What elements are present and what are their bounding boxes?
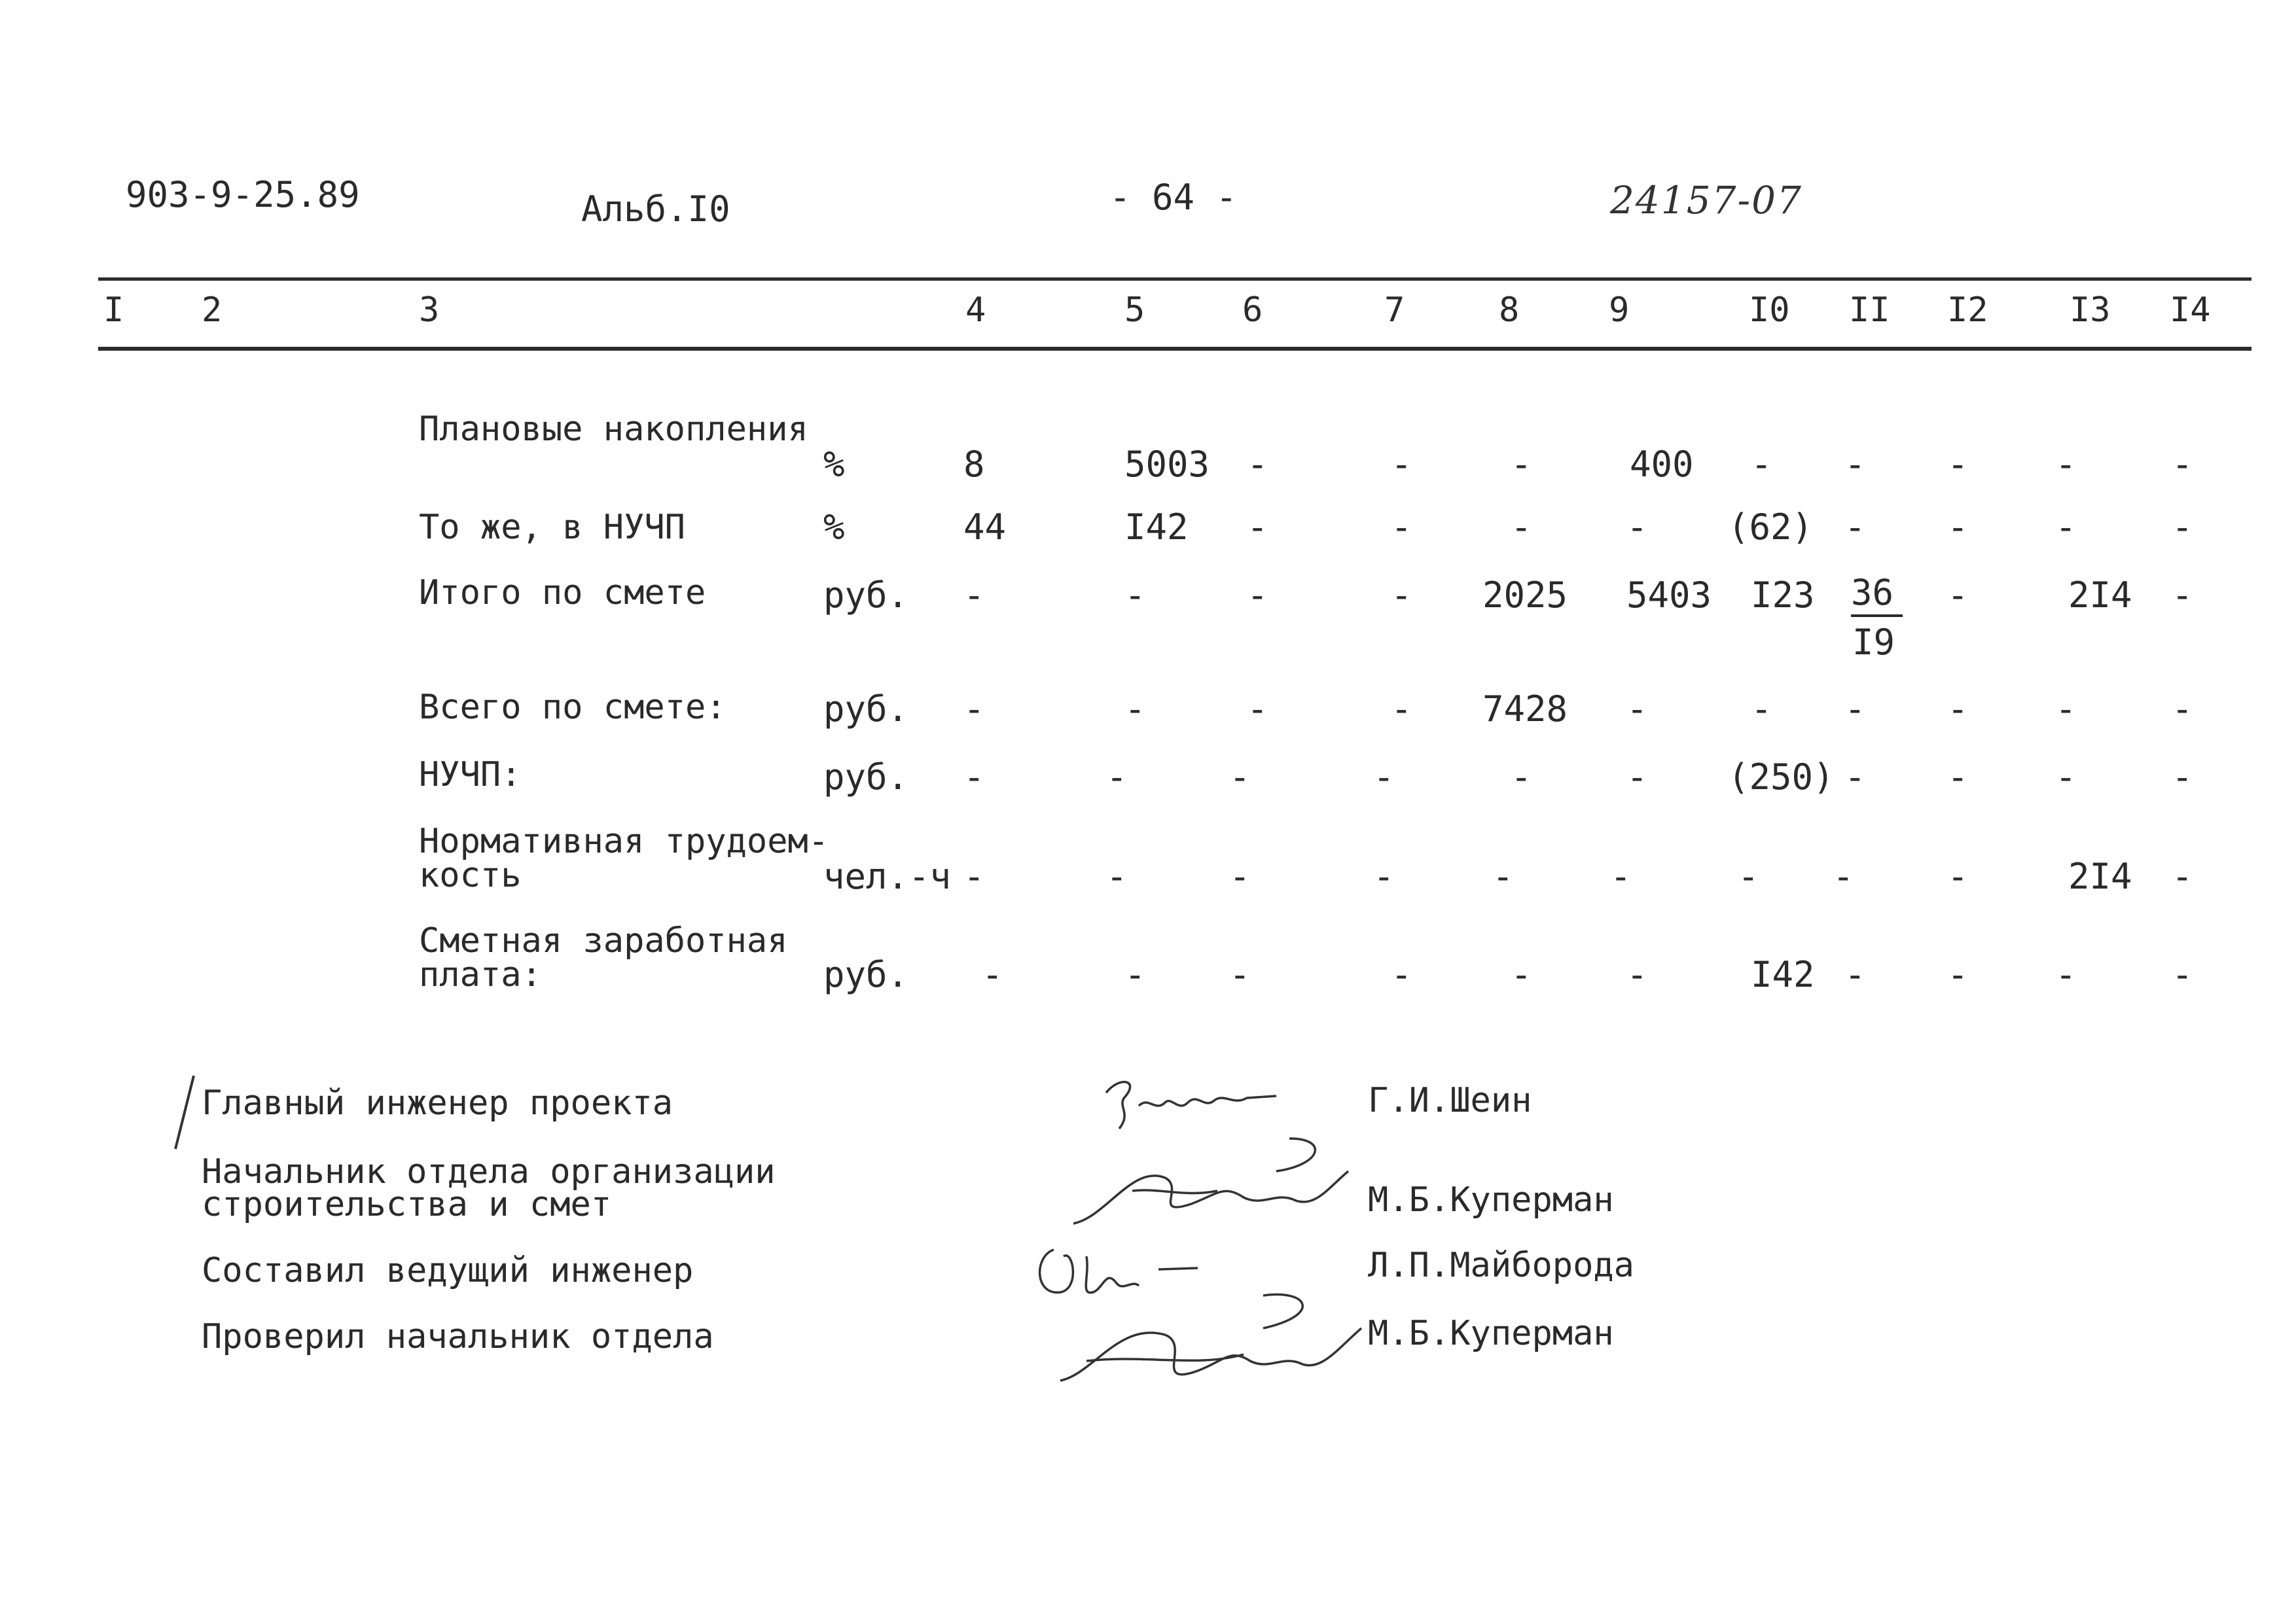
- cell-col7: -: [1373, 756, 1395, 798]
- handwritten-signature: [1054, 1125, 1368, 1239]
- cell-col14: -: [2172, 954, 2193, 995]
- inventory-number: 24157-07: [1610, 178, 1803, 222]
- signatory-name: Л.П.Майборода: [1368, 1246, 1634, 1285]
- cell-col4: -: [963, 756, 985, 798]
- cell-col4: -: [963, 574, 985, 616]
- signatory-title-continuation: строительства и смет: [202, 1185, 612, 1224]
- cell-col8: -: [1511, 444, 1532, 485]
- cell-col6: -: [1247, 574, 1268, 616]
- cell-col12: -: [1947, 756, 1969, 798]
- column-number: 2: [202, 291, 223, 330]
- cell-col9: 5403: [1626, 574, 1712, 616]
- cell-col4: 8: [963, 444, 985, 485]
- cell-col10: I42: [1751, 954, 1815, 995]
- cell-col10: -: [1751, 444, 1772, 485]
- row-unit: %: [823, 506, 845, 548]
- cell-col13: -: [2055, 954, 2077, 995]
- row-label: Итого по смете: [419, 573, 706, 612]
- cell-col14: -: [2172, 506, 2193, 548]
- album-number: Альб.I0: [581, 188, 730, 230]
- cell-col6: -: [1247, 688, 1268, 730]
- cell-col13: -: [2055, 688, 2077, 730]
- cell-col8: -: [1492, 856, 1514, 897]
- cell-col9: -: [1626, 688, 1648, 730]
- cell-col10: (250): [1728, 756, 1835, 798]
- column-number: II: [1849, 291, 1890, 330]
- row-label: Нормативная трудоем-: [419, 822, 829, 861]
- table-header-rule: [98, 347, 2251, 351]
- cell-col7: -: [1391, 506, 1412, 548]
- row-label: Плановые накопления: [419, 410, 808, 449]
- row-unit: руб.: [823, 688, 909, 730]
- cell-col12: -: [1947, 574, 1969, 616]
- cell-col8: -: [1511, 506, 1532, 548]
- column-number: 3: [419, 291, 440, 330]
- column-number: I0: [1749, 291, 1790, 330]
- cell-col10: -: [1751, 688, 1772, 730]
- row-label: Всего по смете:: [419, 688, 726, 727]
- cell-col5: -: [1124, 574, 1146, 616]
- cell-col7: -: [1391, 954, 1412, 995]
- hand-slash-mark: [171, 1073, 198, 1154]
- cell-col14: -: [2172, 444, 2193, 485]
- row-unit: руб.: [823, 954, 909, 995]
- cell-col11: -: [1844, 506, 1866, 548]
- cell-col12: -: [1947, 506, 1969, 548]
- cell-col5: I42: [1124, 506, 1189, 548]
- row-label-continuation: кость: [419, 856, 522, 895]
- cell-col5: -: [1124, 954, 1146, 995]
- cell-col5: 5003: [1124, 444, 1210, 485]
- cell-col6: -: [1247, 506, 1268, 548]
- signatory-title: Начальник отдела организации: [202, 1152, 776, 1192]
- signatory-name: Г.И.Шеин: [1368, 1081, 1532, 1120]
- cell-col7: -: [1373, 856, 1395, 897]
- cell-col10: -: [1738, 856, 1759, 897]
- cell-col5: -: [1106, 856, 1128, 897]
- cell-col12: -: [1947, 954, 1969, 995]
- column-number: I4: [2170, 291, 2211, 330]
- row-unit: чел.-ч: [823, 856, 952, 897]
- cell-col14: -: [2172, 756, 2193, 798]
- handwritten-signature: [1047, 1282, 1388, 1409]
- cell-col8: 7428: [1482, 688, 1568, 730]
- row-unit: руб.: [823, 574, 909, 616]
- cell-col4: 44: [963, 506, 1007, 548]
- row-label-continuation: плата:: [419, 955, 542, 995]
- column-number: 4: [965, 291, 986, 330]
- cell-col6: -: [1229, 856, 1251, 897]
- table-top-rule: [98, 277, 2251, 281]
- cell-col12: -: [1947, 688, 1969, 730]
- cell-col6: -: [1229, 954, 1251, 995]
- signatory-title: Главный инженер проекта: [202, 1084, 673, 1123]
- row-label: То же, в НУЧП: [419, 508, 685, 547]
- column-number: 7: [1384, 291, 1405, 330]
- cell-col10: (62): [1728, 506, 1814, 548]
- cell-col9: -: [1626, 756, 1648, 798]
- cell-col11: -: [1844, 954, 1866, 995]
- cell-col8: -: [1511, 756, 1532, 798]
- column-number: 9: [1609, 291, 1630, 330]
- cell-col9: 400: [1630, 444, 1694, 485]
- cell-col5: -: [1124, 688, 1146, 730]
- cell-col14: -: [2172, 574, 2193, 616]
- cell-col4: -: [963, 688, 985, 730]
- cell-col11: -: [1844, 444, 1866, 485]
- row-unit: руб.: [823, 756, 909, 798]
- cell-col10: I23: [1751, 574, 1815, 616]
- cell-col12: -: [1947, 444, 1969, 485]
- cell-col8: -: [1511, 954, 1532, 995]
- cell-col14: -: [2172, 856, 2193, 897]
- column-number: 5: [1124, 291, 1145, 330]
- signatory-name: М.Б.Куперман: [1368, 1180, 1614, 1220]
- column-number: I2: [1947, 291, 1988, 330]
- cell-col13: -: [2055, 506, 2077, 548]
- cell-col11: -: [1844, 756, 1866, 798]
- row-label: НУЧП:: [419, 755, 522, 794]
- cell-col8: 2025: [1482, 574, 1568, 616]
- cell-col4: -: [963, 856, 985, 897]
- cell-col13: -: [2055, 444, 2077, 485]
- column-number: 8: [1499, 291, 1520, 330]
- cell-col9: -: [1626, 954, 1648, 995]
- cell-col12: -: [1947, 856, 1969, 897]
- cell-col13: -: [2055, 756, 2077, 798]
- row-label: Сметная заработная: [419, 921, 788, 961]
- cell-col9: -: [1626, 506, 1648, 548]
- document-code: 903-9-25.89: [126, 174, 360, 215]
- column-number: I3: [2070, 291, 2111, 330]
- column-number: I: [103, 291, 124, 330]
- cell-col6: -: [1229, 756, 1251, 798]
- signatory-name: М.Б.Куперман: [1368, 1314, 1614, 1353]
- cell-col13: 2I4: [2068, 574, 2132, 616]
- cell-col5: -: [1106, 756, 1128, 798]
- cell-col7: -: [1391, 574, 1412, 616]
- cell-col9: -: [1610, 856, 1632, 897]
- cell-col11: -: [1844, 688, 1866, 730]
- column-number: 6: [1242, 291, 1263, 330]
- cell-col7: -: [1391, 688, 1412, 730]
- cell-col6: -: [1247, 444, 1268, 485]
- page-number: - 64 -: [1109, 177, 1238, 218]
- cell-col11-denominator: I9: [1852, 622, 1895, 663]
- row-unit: %: [823, 444, 845, 485]
- cell-col11-numerator: 36: [1851, 572, 1903, 617]
- cell-col13: 2I4: [2068, 856, 2132, 897]
- cell-col7: -: [1391, 444, 1412, 485]
- signatory-title: Проверил начальник отдела: [202, 1317, 714, 1356]
- signatory-title: Составил ведущий инженер: [202, 1251, 694, 1290]
- cell-col4: -: [982, 954, 1003, 995]
- cell-col11: -: [1833, 856, 1854, 897]
- cell-col14: -: [2172, 688, 2193, 730]
